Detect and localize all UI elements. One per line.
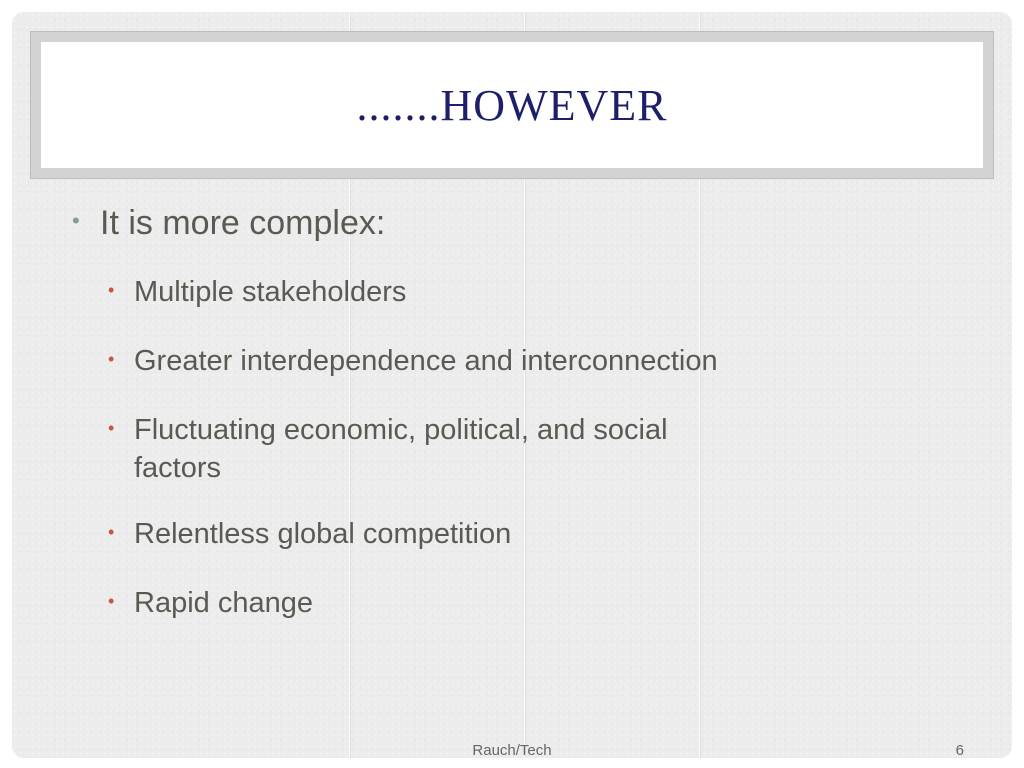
bullet-level1: [72, 204, 972, 243]
bullet-text: Fluctuating economic, political, and social factors: [134, 414, 668, 484]
bullet-text: Rapid change: [134, 587, 313, 619]
bullet-text: Multiple stakeholders: [134, 276, 407, 308]
bullet-dot-icon: •: [108, 591, 115, 611]
footer-text: Rauch/Tech: [472, 742, 552, 758]
bullet-dot-icon: •: [108, 349, 115, 369]
bullet-text: Greater interdependence and interconnection: [134, 345, 718, 377]
bullet-level2: [108, 411, 972, 487]
bullet-text: Relentless global competition: [134, 518, 512, 550]
bullet-level2: [108, 584, 972, 625]
content-placeholder[interactable]: [72, 204, 972, 653]
bullet-dot-icon: •: [108, 280, 115, 300]
title-box: [41, 42, 983, 168]
bullet-text: It is more complex:: [100, 204, 386, 242]
bullet-level2: [108, 515, 972, 556]
page-number: 6: [955, 742, 964, 758]
bullet-dot-icon: •: [72, 208, 80, 233]
bullet-dot-icon: •: [108, 522, 115, 542]
bullet-dot-icon: •: [108, 418, 115, 438]
title-frame: [30, 31, 994, 179]
slide-title[interactable]: .......HOWEVER: [356, 80, 668, 130]
bullet-level2: [108, 273, 972, 314]
bullet-level2: [108, 342, 972, 383]
slide: [12, 12, 1012, 758]
